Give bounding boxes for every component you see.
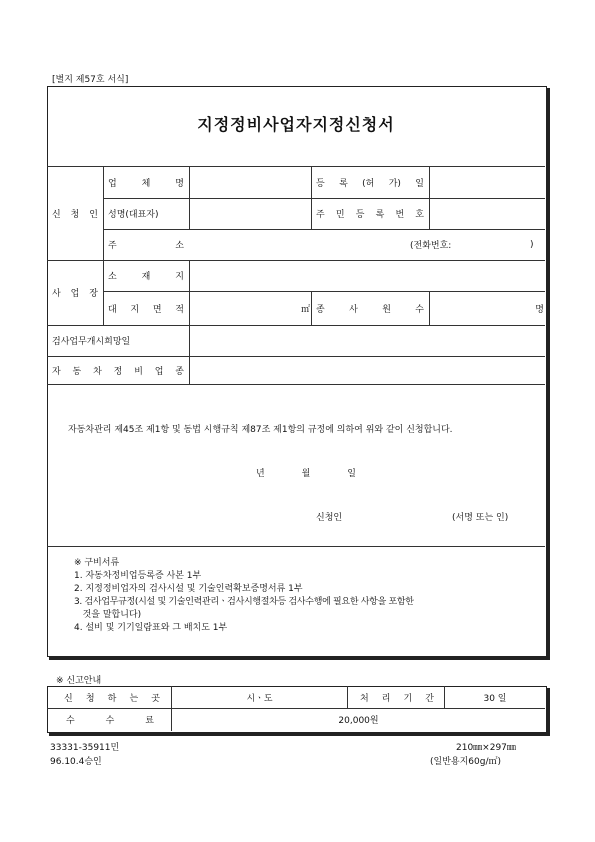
business-type-field[interactable] xyxy=(190,357,544,383)
required-doc-4: 4. 설비 및 기기일람표와 그 배치도 1부 xyxy=(74,623,228,633)
application-statement: 자동차관리 제45조 제1항 및 동법 시행규칙 제87조 제1항의 규정에 의하여 위와 같이 신청합니다. xyxy=(68,425,453,435)
employee-count-unit: 명 xyxy=(535,304,544,315)
phone-label: (전화번호: xyxy=(410,241,452,251)
day-label: 일 xyxy=(347,469,356,479)
form-title: 지정정비사업자지정신청서 xyxy=(197,115,395,134)
approval-date: 96.10.4승인 xyxy=(50,757,102,767)
paper-spec: (일반용지60g/㎡) xyxy=(430,757,501,767)
col-line-mid1 xyxy=(311,166,312,229)
year-label: 년 xyxy=(256,469,265,479)
company-name-label: 업 체 명 xyxy=(108,178,184,189)
required-doc-2: 2. 지정정비업자의 검사시설 및 기술인력확보증명서류 1부 xyxy=(74,584,303,594)
signer-label: 신청인 xyxy=(316,513,343,523)
land-area-label: 대 지 면 적 xyxy=(108,304,184,315)
inspection-start-field[interactable] xyxy=(190,326,544,355)
registration-date-label: 등 록 (허 가) 일 xyxy=(316,178,424,189)
form-number-label: [별지 제57호 서식] xyxy=(52,75,129,85)
col-line-mid2 xyxy=(311,291,312,325)
location-field[interactable] xyxy=(190,261,544,290)
employee-count-field[interactable] xyxy=(430,292,530,324)
notice-col2 xyxy=(347,686,348,708)
applicant-group-label: 신 청 인 xyxy=(52,210,98,220)
employee-count-label: 종 사 원 수 xyxy=(316,304,424,315)
address-field[interactable] xyxy=(190,230,410,259)
date-line xyxy=(256,466,356,479)
company-name-field[interactable] xyxy=(190,167,310,197)
notice-fee-value: 20,000원 xyxy=(338,716,379,726)
land-area-field[interactable] xyxy=(190,292,298,324)
paper-size: 210㎜×297㎜ xyxy=(456,743,516,753)
notice-fee-label: 수 수 료 xyxy=(66,716,154,726)
notice-period-value: 30 일 xyxy=(483,693,507,704)
notice-where-value: 시ㆍ도 xyxy=(246,693,273,704)
resident-number-label: 주 민 등 록 번 호 xyxy=(316,210,424,220)
divider-statement xyxy=(47,546,545,547)
registration-date-field[interactable] xyxy=(430,167,544,197)
notice-period-label: 처 리 기 간 xyxy=(360,693,434,704)
required-doc-3: 3. 검사업무규정(시설 및 기술인력관리ㆍ검사시행절차등 검사수행에 필요한 사항을 포함한 xyxy=(74,597,414,607)
representative-name-field[interactable] xyxy=(190,199,310,228)
required-doc-3-cont: 것을 말합니다) xyxy=(74,610,142,620)
col-line-group xyxy=(103,166,104,325)
form-code: 33331-35911민 xyxy=(50,743,120,753)
business-type-label: 자 동 차 정 비 업 종 xyxy=(52,366,184,377)
required-documents xyxy=(66,557,414,635)
notice-where-label: 신 청 하 는 곳 xyxy=(64,693,160,704)
address-label: 주 소 xyxy=(108,241,184,251)
representative-name-label: 성명(대표자) xyxy=(108,210,159,220)
month-label: 월 xyxy=(301,469,311,479)
inspection-start-label: 검사업무개시희망일 xyxy=(52,337,131,347)
required-docs-heading: ※ 구비서류 xyxy=(74,558,120,568)
land-area-unit: ㎡ xyxy=(300,304,310,315)
phone-close-paren: ) xyxy=(530,239,534,250)
resident-number-field[interactable] xyxy=(430,199,544,228)
location-label: 소 재 지 xyxy=(108,272,184,282)
notice-title: ※ 신고안내 xyxy=(56,676,102,686)
phone-field[interactable] xyxy=(482,230,530,259)
signature-note: (서명 또는 인) xyxy=(452,513,509,523)
workplace-group-label: 사 업 장 xyxy=(52,289,98,299)
required-doc-1: 1. 자동차정비업등록증 사본 1부 xyxy=(74,571,202,581)
divider-business xyxy=(47,384,545,385)
